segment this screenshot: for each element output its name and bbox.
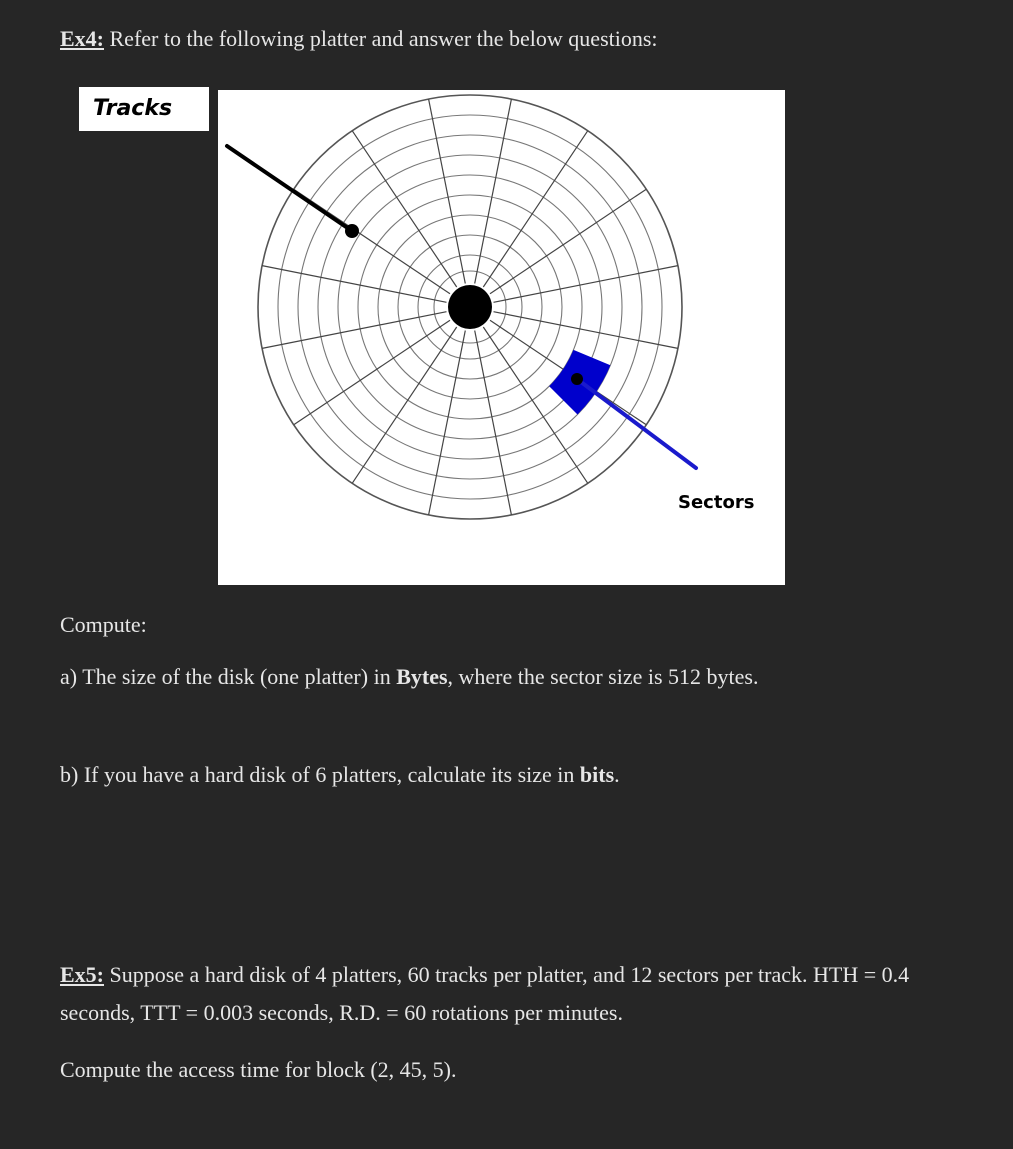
sector-spoke xyxy=(429,99,466,283)
ex5-label: Ex5: xyxy=(60,962,104,987)
ex4-heading xyxy=(60,24,658,54)
sector-spoke xyxy=(494,312,678,349)
question-b-bold: bits xyxy=(579,762,615,787)
ex5-line-1-text: Suppose a hard disk of 4 platters, 60 tracks per platter, and 12 sectors per track. HTH = 0.4 xyxy=(104,962,910,987)
tracks-pointer-line xyxy=(227,146,352,231)
ex5-line-3: Compute the access time for block (2, 45, 5). xyxy=(60,1057,457,1082)
ex5-line-1 xyxy=(60,960,909,990)
question-a-text-end: , where the sector size is 512 bytes. xyxy=(447,664,759,689)
platter-figure xyxy=(218,90,785,585)
question-b-text-end: . xyxy=(614,762,620,787)
ex5-line-2: seconds, TTT = 0.003 seconds, R.D. = 60 rotations per minutes. xyxy=(60,1000,623,1025)
sectors-pointer-line xyxy=(577,379,696,468)
sector-spoke xyxy=(494,266,678,303)
tracks-pointer-dot xyxy=(345,224,359,238)
question-a-text-start: a) The size of the disk (one platter) in xyxy=(60,664,397,689)
question-b xyxy=(60,760,620,790)
question-a-bold: Bytes xyxy=(396,664,448,689)
sectors-label: Sectors xyxy=(678,492,755,513)
question-b-text-start: b) If you have a hard disk of 6 platters, calculate its size in xyxy=(60,762,580,787)
sector-spoke xyxy=(262,312,446,349)
compute-label: Compute: xyxy=(60,612,147,637)
tracks-label: Tracks xyxy=(79,87,209,131)
ex4-heading-text: Refer to the following platter and answer the below questions: xyxy=(104,26,658,51)
sector-spoke xyxy=(429,331,466,515)
sector-spoke xyxy=(475,331,512,515)
sector-spoke xyxy=(475,99,512,283)
sector-spoke xyxy=(262,266,446,303)
sectors-pointer-dot xyxy=(571,373,583,385)
question-a xyxy=(60,662,759,692)
platter-hub xyxy=(448,285,492,329)
ex4-label: Ex4: xyxy=(60,26,104,51)
